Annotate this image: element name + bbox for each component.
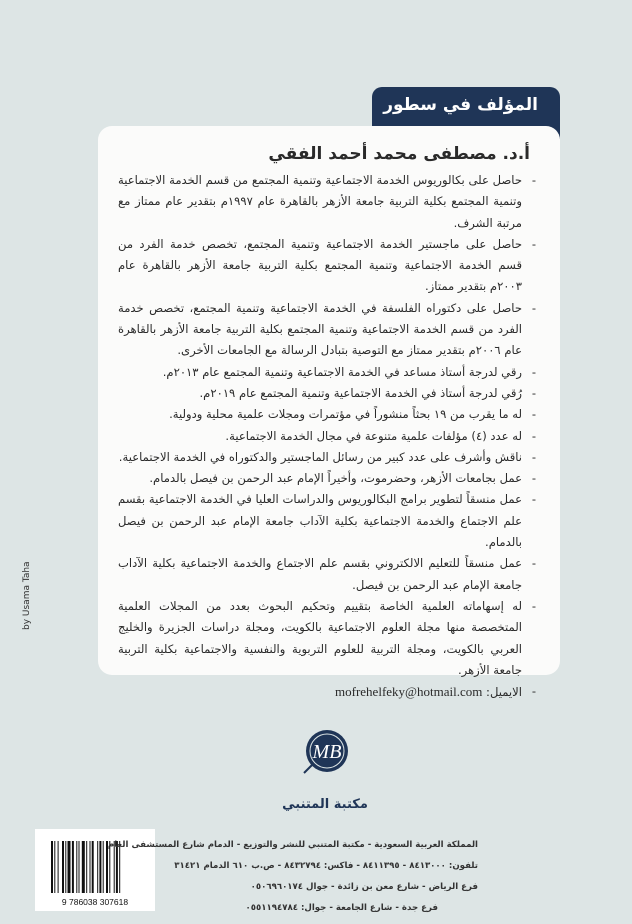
svg-text:MB: MB — [312, 741, 342, 763]
publisher-address — [107, 835, 478, 919]
barcode-bar — [58, 841, 59, 893]
barcode-bar — [76, 841, 77, 893]
designer-credit: by Usama Taha — [22, 561, 32, 630]
bio-item: - له عدد (٤) مؤلفات علمية متنوعة في مجال الخدمة الاجتماعية. — [118, 426, 536, 447]
barcode-bar — [92, 841, 94, 893]
bio-item: - له ما يقرب من ١٩ بحثاً منشوراً في مؤتمرات ومجلات علمية محلية ودولية. — [118, 404, 536, 425]
bio-item: - حاصل على بكالوريوس الخدمة الاجتماعية وتنمية المجتمع من قسم الخدمة الاجتماعية وتنمية المجتمع بكلية التربية جامعة الأزهر بالقاهرة عام ١٩٩٧م بتقدير عام ممتاز مع مرتبة الشرف. — [118, 170, 536, 234]
barcode-bar — [79, 841, 80, 893]
barcode-bar — [82, 841, 85, 893]
tab-title: المؤلف في سطور — [383, 95, 538, 115]
address-line: تلفون: ٨٤١٣٠٠٠ - ٨٤١١٣٩٥ - فاكس: ٨٤٣٢٧٩٤ - ص.ب ٦١٠ الدمام ٣١٤٢١ — [174, 861, 478, 871]
bio-item: - رُقي لدرجة أستاذ في الخدمة الاجتماعية وتنمية المجتمع عام ٢٠١٩م. — [118, 383, 536, 404]
email-address[interactable]: mofrehelfeky@hotmail.com — [335, 684, 483, 700]
publisher-logo-icon — [300, 727, 350, 777]
bio-item: - عمل بجامعات الأزهر، وحضرموت، وأخيراً الإمام عبد الرحمن بن فيصل بالدمام. — [118, 468, 536, 489]
barcode-bar — [97, 841, 98, 893]
bio-item: - عمل منسقاً لتطوير برامج البكالوريوس والدراسات العليا في الخدمة الاجتماعية بقسم علم الاجتماع والخدمة الاجتماعية بكلية الآداب جامعة الإمام عبد الرحمن بن فيصل بالدمام. — [118, 489, 536, 553]
address-line: المملكة العربية السعودية - مكتبة المتنبي للنشر والتوزيع - الدمام شارع المستشفى العام — [107, 840, 478, 850]
barcode-bar — [72, 841, 74, 893]
barcode-bar — [51, 841, 53, 893]
bio-item: - ناقش وأشرف على عدد كبير من رسائل الماجستير والدكتوراه في الخدمة الاجتماعية. — [118, 447, 536, 468]
isbn-number: 9 786038 307618 — [61, 897, 129, 907]
barcode-bar — [90, 841, 91, 893]
bio-item: - رقي لدرجة أستاذ مساعد في الخدمة الاجتماعية وتنمية المجتمع عام ٢٠١٣م. — [118, 362, 536, 383]
bio-item: - له إسهاماته العلمية الخاصة بتقييم وتحكيم البحوث بعدد من المجلات العلمية المتخصصة منها مجلة العلوم الاجتماعية بالكويت، ومجلة دراسات الجزيرة والخليج العربي بالكويت، ومجلة التربية للعلوم التربوية والنفسية والاجتماعية بكلية التربية جامعة الأزهر. — [118, 596, 536, 681]
barcode-bar — [62, 841, 64, 893]
publisher-name: مكتبة المتنبي — [282, 797, 368, 812]
bio-item: - حاصل على ماجستير الخدمة الاجتماعية وتنمية المجتمع، تخصص خدمة الفرد من قسم الخدمة الاجتماعية وتنمية المجتمع بكلية التربية جامعة الأزهر بالقاهرة عام ٢٠٠٣م بتقدير ممتاز. — [118, 234, 536, 298]
barcode-bar — [86, 841, 87, 893]
email-item — [118, 681, 536, 703]
author-card — [98, 126, 560, 700]
email-label: الايميل: — [486, 685, 522, 700]
barcode-bar — [54, 841, 55, 893]
barcode-bar — [65, 841, 66, 893]
address-line: فرع الرياض - شارع معن بن زائدة - جوال ٠٥٠٦٩٦٠١٧٤ — [250, 882, 478, 892]
barcode-bar — [103, 841, 104, 893]
barcode-bar — [68, 841, 71, 893]
bio-item: - عمل منسقاً للتعليم الالكتروني بقسم علم الاجتماع والخدمة الاجتماعية بكلية الآداب جامعة الإمام عبد الرحمن بن فيصل. — [118, 553, 536, 596]
address-line: فرع جدة - شارع الجامعة - جوال: ٠٥٥١١٩٤٧٨٤ — [245, 903, 438, 913]
author-name: أ.د. مصطفى محمد أحمد الفقي — [268, 144, 530, 164]
barcode-bar — [99, 841, 101, 893]
bio-item: - حاصل على دكتوراه الفلسفة في الخدمة الاجتماعية وتنمية المجتمع، تخصص خدمة الفرد من قسم الخدمة الاجتماعية وتنمية المجتمع بكلية التربية جامعة الأزهر بالقاهرة عام ٢٠٠٦م بتقدير ممتاز مع التوصية بتبادل الرسالة مع الجامعات الأخرى. — [118, 298, 536, 362]
bio-list — [118, 170, 536, 703]
